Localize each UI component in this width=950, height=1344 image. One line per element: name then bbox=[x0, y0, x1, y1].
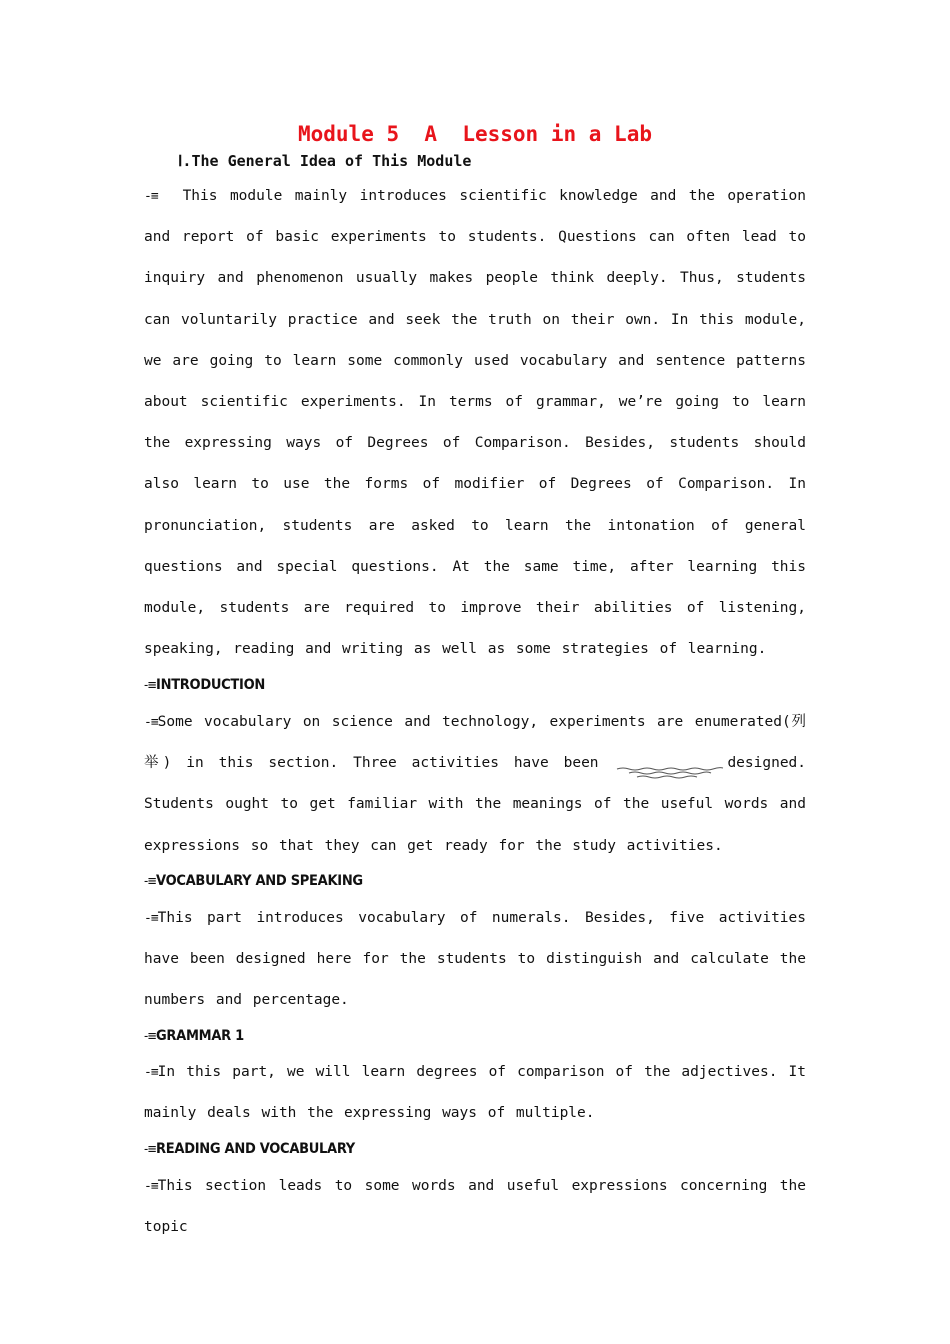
subheading-reading-vocabulary: -≡READING AND VOCABULARY bbox=[144, 1141, 355, 1157]
bullet-marker: -≡ bbox=[144, 715, 158, 730]
bullet-marker: -≡ bbox=[144, 1029, 157, 1044]
paragraph-vocabulary-speaking: -≡This part introduces vocabulary of numerals. Besides, five activities have been designed here for the students to distinguish and calculate the numbers and percentage. bbox=[144, 910, 806, 1009]
paragraph-reading-vocabulary: -≡This section leads to some words and useful expressions concerning the topic bbox=[144, 1178, 806, 1236]
page-title: Module 5 A Lesson in a Lab bbox=[297, 122, 652, 146]
bullet-marker: -≡ bbox=[144, 1065, 158, 1080]
bullet-marker: -≡ bbox=[144, 911, 158, 926]
paragraph-grammar-1: -≡In this part, we will learn degrees of comparison of the adjectives. It mainly deals with the expressing ways of multiple. bbox=[144, 1064, 806, 1122]
section-heading: Ⅰ.The General Idea of This Module bbox=[178, 152, 472, 170]
paragraph-introduction: -≡Some vocabulary on science and technology, experiments are enumerated(列举) in this section. Three activities have been designed. Students ought to get familiar with the meanings of the useful words and expressions so that they can get ready for the study activities. bbox=[144, 714, 807, 854]
subheading-introduction: -≡INTRODUCTION bbox=[144, 677, 265, 693]
bullet-marker: -≡ bbox=[144, 189, 158, 204]
subheading-grammar-1: -≡GRAMMAR 1 bbox=[144, 1028, 244, 1044]
intro-text: This module mainly introduces scientific knowledge and the operation and report of basic experiments to students. Questions can often lead to inquiry and phenomenon usually makes people think deeply. Thus, students can voluntarily practice and seek the truth on their own. In this module, we are going to learn some commonly used vocabulary and sentence patterns about scientific experiments. In terms of grammar, we’re going to learn the expressing ways of Degrees of Comparison. Besides, students should also learn to use the forms of modifier of Degrees of Comparison. In pronunciation, students are asked to learn the intonation of general questions and special questions. At the same time, after learning this module, students are required to improve their abilities of listening, speaking, reading and writing as well as some strategies of learning. bbox=[144, 188, 807, 658]
wavy-blank-icon bbox=[615, 756, 725, 770]
bullet-marker: -≡ bbox=[144, 1142, 157, 1157]
bullet-marker: -≡ bbox=[144, 874, 157, 889]
intro-paragraph bbox=[144, 176, 806, 670]
bullet-marker: -≡ bbox=[144, 678, 157, 693]
bullet-marker: -≡ bbox=[144, 1179, 158, 1194]
subheading-vocabulary-speaking: -≡VOCABULARY AND SPEAKING bbox=[144, 873, 363, 889]
